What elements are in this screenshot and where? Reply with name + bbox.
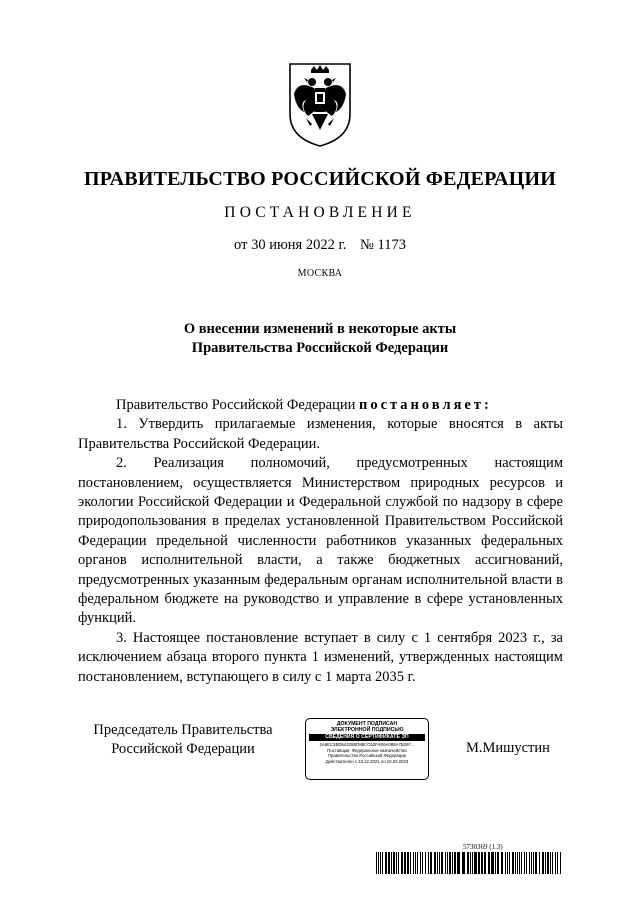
barcode-bar <box>550 852 551 874</box>
barcode-bar <box>417 852 418 874</box>
barcode-bar <box>507 852 508 874</box>
document-number: № 1173 <box>360 237 406 253</box>
barcode-bar <box>501 852 503 874</box>
barcode-bar <box>398 852 399 874</box>
barcode-bar <box>391 852 392 874</box>
barcode-bar <box>533 852 534 874</box>
barcode-bar <box>515 852 516 874</box>
barcode-bar <box>382 852 383 874</box>
barcode-bar <box>385 852 387 874</box>
barcode-bar <box>484 852 486 874</box>
barcode-bar <box>447 852 448 874</box>
barcode-bar <box>380 852 381 874</box>
signer-position <box>78 721 288 759</box>
barcode-bar <box>497 852 499 874</box>
barcode-bar <box>441 852 443 874</box>
signer-position-line-1: Председатель Правительства <box>93 722 273 738</box>
barcode-bar <box>393 852 395 874</box>
barcode-bar <box>439 852 440 874</box>
coat-of-arms-emblem <box>284 58 356 150</box>
intro-verb: постановляет: <box>358 397 492 413</box>
barcode-number: 5730369 (1.3) <box>463 843 503 851</box>
barcode-bar <box>555 852 556 874</box>
e-signature-stamp <box>305 718 429 780</box>
barcode-bar <box>495 852 496 874</box>
barcode-bar <box>425 852 426 874</box>
signer-position-line-2: Российской Федерации <box>111 741 255 757</box>
stamp-certificate-bar: СВЕДЕНИЯ О СЕРТИФИКАТЕ ЭП <box>309 734 425 741</box>
barcode-bar <box>413 852 414 874</box>
barcode-bar <box>557 852 558 874</box>
barcode-bar <box>491 852 494 874</box>
barcode-bar <box>467 852 469 874</box>
barcode-bar <box>478 852 480 874</box>
date-number-line <box>0 237 640 254</box>
stamp-validity: Действителен с 10.12.2021 по 10.03.2023 <box>325 758 409 764</box>
document-body <box>78 396 563 687</box>
intro-paragraph <box>78 396 563 415</box>
barcode-bar <box>481 852 483 874</box>
barcode-bar <box>474 852 477 874</box>
barcode-bar <box>445 852 446 874</box>
paragraph-3: 3. Настоящее постановление вступает в силу с 1 сентября 2023 г., за исключением абзаца второго пункта 1 изменений, утвержденных настоящим постановлением, вступающего в силу с 1 марта 2035 г. <box>78 629 563 685</box>
barcode-bar <box>462 852 465 874</box>
barcode-bar <box>552 852 553 874</box>
barcode-bar <box>430 852 432 874</box>
barcode-bar <box>401 852 403 874</box>
subject-line-1: О внесении изменений в некоторые акты <box>183 321 457 337</box>
barcode-bar <box>437 852 438 874</box>
stamp-line-2: ЭЛЕКТРОННОЙ ПОДПИСЬЮ <box>330 727 404 734</box>
barcode-bar <box>404 852 406 874</box>
barcode-bar <box>470 852 471 874</box>
paragraph-2: 2. Реализация полномочий, предусмотренных настоящим постановлением, осуществляется Министерством природных ресурсов и экологии Российской Федерации и Федеральной службой по надзору в сфере природопользования в пределах установленной Правительством Российской Федерации предельной численности работников указанных федеральных органов исполнительной власти, а также бюджетных ассигнований, предусмотренных указанным федеральным органам исполнительной власти в федеральном бюджете на руководство и управление в сфере установленных функций. <box>78 455 563 627</box>
barcode-bar <box>454 852 456 874</box>
stamp-serial: 2A9EC2BD54325BD88CC62FAE6A088A7B297... <box>319 741 415 747</box>
barcode-bar <box>420 852 421 874</box>
subject-line-2: Правительства Российской Федерации <box>191 340 449 356</box>
government-title: ПРАВИТЕЛЬСТВО РОССИЙСКОЙ ФЕДЕРАЦИИ <box>84 168 556 190</box>
barcode-bar <box>526 852 527 874</box>
barcode-bar <box>521 852 522 874</box>
document-subject <box>0 320 640 358</box>
stamp-issuer-2: Правительство Российской Федерации <box>327 753 407 759</box>
barcode-bar <box>542 852 544 874</box>
barcode-bar <box>505 852 506 874</box>
barcode-bar <box>415 852 416 874</box>
signer-name: М.Мишустин <box>466 740 550 756</box>
barcode-bar <box>410 852 411 874</box>
barcode <box>376 852 564 874</box>
barcode-bar <box>517 852 518 874</box>
barcode-bar <box>539 852 540 874</box>
barcode-bar <box>396 852 397 874</box>
barcode-bar <box>488 852 490 874</box>
barcode-bar <box>545 852 546 874</box>
document-type: ПОСТАНОВЛЕНИЕ <box>224 204 416 221</box>
barcode-bar <box>452 852 453 874</box>
document-date: от 30 июня 2022 г. <box>234 237 347 253</box>
barcode-bar <box>509 852 510 874</box>
barcode-bar <box>434 852 436 874</box>
intro-prefix: Правительство Российской Федерации <box>116 397 359 413</box>
barcode-bar <box>519 852 520 874</box>
barcode-bar <box>407 852 409 874</box>
barcode-bar <box>422 852 423 874</box>
barcode-bar <box>378 852 379 874</box>
barcode-bar <box>524 852 525 874</box>
barcode-bar <box>535 852 537 874</box>
stamp-issuer-1: Поставщик: Федеральное казначейство <box>327 747 407 753</box>
barcode-bar <box>547 852 549 874</box>
document-city: МОСКВА <box>297 268 343 279</box>
stamp-line-1: ДОКУМЕНТ ПОДПИСАН <box>336 721 398 727</box>
barcode-bar <box>560 852 561 874</box>
barcode-bar <box>376 852 377 874</box>
barcode-bar <box>512 852 514 874</box>
barcode-bar <box>449 852 451 874</box>
paragraph-1: 1. Утвердить прилагаемые изменения, которые вносятся в акты Правительства Российской Федерации. <box>78 416 563 452</box>
barcode-bar <box>428 852 429 874</box>
barcode-bar <box>457 852 460 874</box>
barcode-bar <box>472 852 473 874</box>
barcode-bar <box>388 852 390 874</box>
barcode-bar <box>531 852 532 874</box>
barcode-bar <box>529 852 530 874</box>
